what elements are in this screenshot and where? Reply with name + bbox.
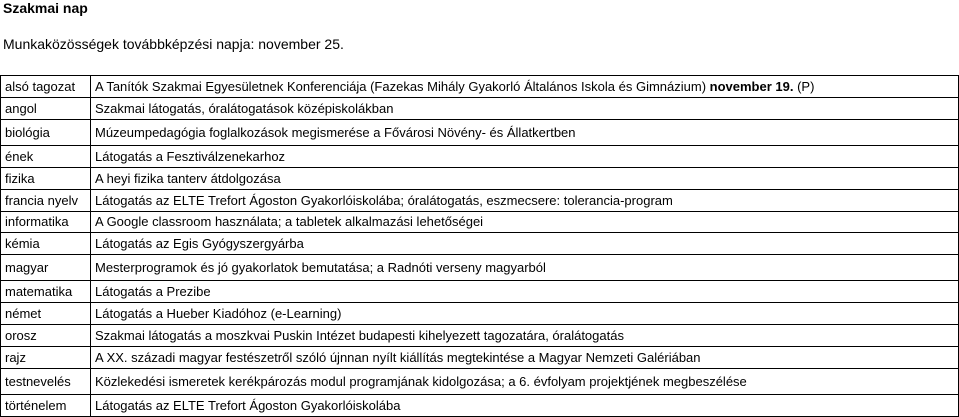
- table-row: [1, 146, 959, 168]
- subject-cell: angol: [1, 98, 91, 120]
- table-row: [1, 233, 959, 255]
- subject-cell: magyar: [1, 255, 91, 281]
- subject-cell: testnevelés: [1, 369, 91, 395]
- program-cell: Látogatás a Fesztiválzenekarhoz: [91, 146, 959, 168]
- table-row: [1, 212, 959, 233]
- subject-cell: francia nyelv: [1, 190, 91, 212]
- table-row: [1, 395, 959, 417]
- program-cell: Látogatás a Prezibe: [91, 281, 959, 303]
- table-row: [1, 325, 959, 347]
- table-row: [1, 369, 959, 395]
- table-row: [1, 281, 959, 303]
- program-note: (P): [793, 78, 815, 94]
- program-date: november 19.: [706, 78, 794, 94]
- subject-cell: alsó tagozat: [1, 76, 91, 98]
- subject-cell: német: [1, 303, 91, 325]
- program-cell: Közlekedési ismeretek kerékpározás modul programjának kidolgozása; a 6. évfolyam projektjének megbeszélése: [91, 369, 959, 395]
- table-row: [1, 76, 959, 98]
- program-cell: Látogatás az ELTE Trefort Ágoston Gyakorlóiskolába: [91, 395, 959, 417]
- subject-cell: történelem: [1, 395, 91, 417]
- program-cell: A Google classroom használata; a tabletek alkalmazási lehetőségei: [91, 212, 959, 233]
- subject-cell: informatika: [1, 212, 91, 233]
- subject-cell: biológia: [1, 120, 91, 146]
- page-subtitle: Munkaközösségek továbbképzési napja: november 25.: [3, 36, 344, 52]
- program-cell: Szakmai látogatás, óralátogatások középiskolákban: [91, 98, 959, 120]
- table-row: [1, 168, 959, 190]
- table-row: [1, 347, 959, 369]
- program-cell: Látogatás az ELTE Trefort Ágoston Gyakorlóiskolába; óralátogatás, eszmecsere: tolerancia-program: [91, 190, 959, 212]
- subject-cell: ének: [1, 146, 91, 168]
- subject-cell: kémia: [1, 233, 91, 255]
- program-cell: [91, 76, 959, 98]
- subject-cell: matematika: [1, 281, 91, 303]
- program-cell: Múzeumpedagógia foglalkozások megismerése a Fővárosi Növény- és Állatkertben: [91, 120, 959, 146]
- table-row: [1, 190, 959, 212]
- table-row: [1, 303, 959, 325]
- subject-cell: orosz: [1, 325, 91, 347]
- subject-cell: rajz: [1, 347, 91, 369]
- page-title: Szakmai nap: [3, 0, 88, 16]
- subject-cell: fizika: [1, 168, 91, 190]
- schedule-table: [0, 75, 959, 417]
- program-cell: Látogatás a Hueber Kiadóhoz (e-Learning): [91, 303, 959, 325]
- table-row: [1, 120, 959, 146]
- table-row: [1, 255, 959, 281]
- program-cell: A heyi fizika tanterv átdolgozása: [91, 168, 959, 190]
- table-row: [1, 98, 959, 120]
- program-cell: A XX. századi magyar festészetről szóló újnnan nyílt kiállítás megtekintése a Magyar Nemzeti Galériában: [91, 347, 959, 369]
- program-cell: Látogatás az Egis Gyógyszergyárba: [91, 233, 959, 255]
- program-text: A Tanítók Szakmai Egyesületnek Konferenciája (Fazekas Mihály Gyakorló Általános Iskola és Gimnázium): [95, 78, 707, 94]
- program-cell: Mesterprogramok és jó gyakorlatok bemutatása; a Radnóti verseny magyarból: [91, 255, 959, 281]
- program-cell: Szakmai látogatás a moszkvai Puskin Intézet budapesti kihelyezett tagozatára, óralátogatás: [91, 325, 959, 347]
